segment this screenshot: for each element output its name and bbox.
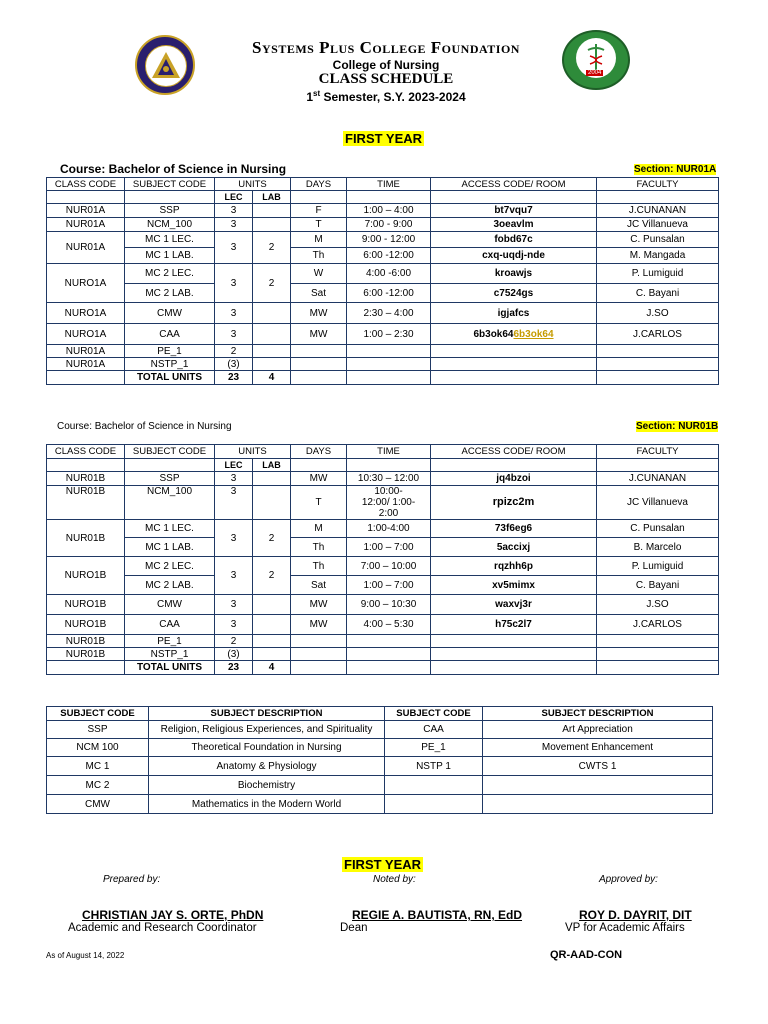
table-row [47, 557, 719, 576]
table-cell: 10:30 – 12:00 [347, 472, 431, 486]
table-cell: 3 [215, 204, 253, 218]
table-cell: 2 [253, 264, 291, 303]
table-cell [597, 459, 719, 472]
table-row [47, 248, 719, 264]
noter-title: Dean [340, 922, 368, 934]
table-cell: NUR01A [47, 358, 125, 371]
table-cell: 9:00 - 12:00 [347, 232, 431, 248]
table-cell: 1:00 – 2:30 [347, 324, 431, 345]
table-cell: B. Marcelo [597, 538, 719, 557]
table-cell: MC 2 LAB. [125, 576, 215, 595]
section-label-b: Section: NUR01B [636, 421, 719, 432]
table-header-cell: FACULTY [597, 445, 719, 459]
schedule-table-b [46, 444, 719, 675]
col-class-code: CLASS CODE [47, 178, 125, 191]
table-cell [291, 358, 347, 371]
table-cell: Art Appreciation [483, 721, 713, 739]
table-cell: MC 2 LAB. [125, 284, 215, 303]
table-cell: 3 [215, 615, 253, 635]
table-cell: c7524gs [431, 284, 597, 303]
table-cell: 2 [253, 520, 291, 557]
table-cell [125, 191, 215, 204]
table-cell: MC 1 [47, 757, 149, 776]
preparer-title: Academic and Research Coordinator [68, 922, 257, 934]
col-lec: LEC [215, 191, 253, 204]
table-cell: MW [291, 595, 347, 615]
table-cell: C. Bayani [597, 284, 719, 303]
table-cell: NURO1A [47, 264, 125, 303]
seal-year: 2004 [588, 70, 602, 76]
table-cell: C. Punsalan [597, 520, 719, 538]
approved-label: Approved by: [599, 874, 658, 885]
table-cell [597, 191, 719, 204]
table-cell: NUR01B [47, 635, 125, 648]
table-header-cell: SUBJECT DESCRIPTION [149, 707, 385, 721]
table-cell: 7:00 - 9:00 [347, 218, 431, 232]
table-cell: JC Villanueva [597, 486, 719, 520]
table-cell [291, 191, 347, 204]
subject-description-table [46, 706, 713, 814]
table-cell: (3) [215, 648, 253, 661]
table-cell [597, 635, 719, 648]
table-cell [431, 459, 597, 472]
table-cell [347, 635, 431, 648]
table-cell: 3 [215, 264, 253, 303]
table-cell [431, 324, 597, 345]
table-cell: M. Mangada [597, 248, 719, 264]
table-cell: 4 [253, 661, 291, 675]
table-cell: 4 [253, 371, 291, 385]
table-cell: rqzhh6p [431, 557, 597, 576]
table-cell: kroawjs [431, 264, 597, 284]
table-cell: LEC [215, 459, 253, 472]
table-cell [253, 472, 291, 486]
table-cell: NURO1B [47, 557, 125, 595]
table-cell: JC Villanueva [597, 218, 719, 232]
table-cell [47, 371, 125, 385]
access-code-link[interactable]: 6b3ok64 [513, 328, 554, 340]
table-row [47, 635, 719, 648]
table-cell: (3) [215, 358, 253, 371]
table-cell: h75c2l7 [431, 615, 597, 635]
table-cell [597, 358, 719, 371]
table-cell: 3 [215, 595, 253, 615]
table-cell [347, 358, 431, 371]
table-cell: 1:00 – 4:00 [347, 204, 431, 218]
document-code: QR-AAD-CON [550, 949, 623, 961]
table-row [47, 204, 719, 218]
col-days: DAYS [291, 178, 347, 191]
table-header-cell: CLASS CODE [47, 445, 125, 459]
table-cell [347, 661, 431, 675]
table-cell [347, 371, 431, 385]
table-cell: 3 [215, 303, 253, 324]
table-cell: LAB [253, 459, 291, 472]
table-cell: 4:00 -6:00 [347, 264, 431, 284]
schedule-title: CLASS SCHEDULE [318, 71, 454, 87]
table-cell: T [291, 218, 347, 232]
table-cell: 73f6eg6 [431, 520, 597, 538]
table-cell: Theoretical Foundation in Nursing [149, 739, 385, 757]
table-cell: 7:00 – 10:00 [347, 557, 431, 576]
table-cell: Th [291, 538, 347, 557]
table-cell: 1:00-4:00 [347, 520, 431, 538]
table-header-cell: SUBJECT DESCRIPTION [483, 707, 713, 721]
table-row [47, 721, 713, 739]
total-row [47, 661, 719, 675]
col-subject-code: SUBJECT CODE [125, 178, 215, 191]
college-seal-left [135, 35, 195, 95]
table-cell: NUR01A [47, 345, 125, 358]
table-cell [291, 459, 347, 472]
table-cell: NUR01A [47, 204, 125, 218]
table-cell: F [291, 204, 347, 218]
table-cell: Sat [291, 284, 347, 303]
table-cell: CAA [125, 615, 215, 635]
table-cell [47, 459, 125, 472]
table-cell [431, 345, 597, 358]
col-units: UNITS [215, 178, 291, 191]
col-faculty: FACULTY [597, 178, 719, 191]
table-cell: 3 [215, 324, 253, 345]
table-row [47, 284, 719, 303]
table-cell: TOTAL UNITS [125, 661, 215, 675]
table-cell: 1:00 – 7:00 [347, 576, 431, 595]
table-cell: jq4bzoi [431, 472, 597, 486]
table-cell [483, 795, 713, 814]
table-cell: NURO1A [47, 303, 125, 324]
table-cell [253, 595, 291, 615]
table-header-cell: SUBJECT CODE [385, 707, 483, 721]
table-cell [347, 648, 431, 661]
approver-name: ROY D. DAYRIT, DIT [579, 908, 692, 922]
table-cell: NUR01A [47, 232, 125, 264]
table-cell [47, 661, 125, 675]
college-name: College of Nursing [332, 58, 440, 72]
table-cell [483, 776, 713, 795]
table-cell: P. Lumiguid [597, 557, 719, 576]
table-cell: 3 [215, 557, 253, 595]
table-cell: NURO1B [47, 595, 125, 615]
table-cell: 2 [215, 635, 253, 648]
table-cell: J.CARLOS [597, 615, 719, 635]
table-cell: C. Bayani [597, 576, 719, 595]
table-cell [291, 371, 347, 385]
table-row [47, 757, 713, 776]
table-cell: waxvj3r [431, 595, 597, 615]
table-row [47, 795, 713, 814]
table-cell: 6:00 -12:00 [347, 248, 431, 264]
table-cell [125, 459, 215, 472]
table-cell: Movement Enhancement [483, 739, 713, 757]
table-cell [291, 345, 347, 358]
table-row [47, 739, 713, 757]
table-cell: 3 [215, 232, 253, 264]
table-cell: NCM_100 [125, 486, 215, 520]
table-row [47, 264, 719, 284]
table-cell: NSTP_1 [125, 648, 215, 661]
table-cell [253, 358, 291, 371]
table-cell: MW [291, 324, 347, 345]
col-lab: LAB [253, 191, 291, 204]
table-cell: J.CUNANAN [597, 204, 719, 218]
table-cell: 5accixj [431, 538, 597, 557]
table-cell [597, 648, 719, 661]
table-cell: J.SO [597, 595, 719, 615]
table-cell: CMW [47, 795, 149, 814]
table-cell: igjafcs [431, 303, 597, 324]
table-cell: 6:00 -12:00 [347, 284, 431, 303]
table-cell: MC 2 [47, 776, 149, 795]
table-cell [385, 795, 483, 814]
course-label-b: Course: Bachelor of Science in Nursing [57, 421, 232, 432]
table-cell [431, 648, 597, 661]
table-cell: NUR01B [47, 520, 125, 557]
table-cell: CAA [385, 721, 483, 739]
table-cell: 1:00 – 7:00 [347, 538, 431, 557]
table-row [47, 303, 719, 324]
table-cell: cxq-uqdj-nde [431, 248, 597, 264]
table-cell [431, 635, 597, 648]
table-cell: NUR01B [47, 472, 125, 486]
table-cell: NCM_100 [125, 218, 215, 232]
col-time: TIME [347, 178, 431, 191]
table-cell: NUR01A [47, 218, 125, 232]
table-row [47, 486, 719, 520]
table-cell: Anatomy & Physiology [149, 757, 385, 776]
table-cell [431, 371, 597, 385]
noter-name: REGIE A. BAUTISTA, RN, EdD [352, 908, 523, 922]
col-access: ACCESS CODE/ ROOM [431, 178, 597, 191]
table-cell: NUR01B [47, 648, 125, 661]
schedule-table-a [46, 177, 719, 385]
table-cell [347, 191, 431, 204]
table-cell: 2 [215, 345, 253, 358]
table-cell: 2 [253, 557, 291, 595]
table-row [47, 538, 719, 557]
table-cell [597, 661, 719, 675]
table-cell [347, 459, 431, 472]
table-cell: M [291, 520, 347, 538]
table-cell [291, 635, 347, 648]
table-cell [253, 635, 291, 648]
table-cell: 3oeavlm [431, 218, 597, 232]
table-cell: P. Lumiguid [597, 264, 719, 284]
table-cell: Biochemistry [149, 776, 385, 795]
noted-label: Noted by: [373, 874, 416, 885]
table-cell: PE_1 [385, 739, 483, 757]
table-row [47, 776, 713, 795]
table-cell [597, 371, 719, 385]
table-row [47, 615, 719, 635]
table-cell [597, 345, 719, 358]
table-cell [253, 648, 291, 661]
table-cell [253, 324, 291, 345]
table-header-cell: UNITS [215, 445, 291, 459]
table-cell: NSTP_1 [125, 358, 215, 371]
table-cell: SSP [125, 472, 215, 486]
table-cell: 3 [215, 486, 253, 520]
table-cell: MC 2 LEC. [125, 264, 215, 284]
table-cell: CWTS 1 [483, 757, 713, 776]
table-cell: MW [291, 615, 347, 635]
table-cell [291, 661, 347, 675]
table-cell: NURO1B [47, 615, 125, 635]
table-cell: SSP [125, 204, 215, 218]
table-cell: fobd67c [431, 232, 597, 248]
total-row [47, 371, 719, 385]
table-header-cell: SUBJECT CODE [47, 707, 149, 721]
table-cell: PE_1 [125, 635, 215, 648]
table-cell: 2:30 – 4:00 [347, 303, 431, 324]
prepared-label: Prepared by: [103, 874, 161, 885]
table-cell: 2 [253, 232, 291, 264]
table-cell: PE_1 [125, 345, 215, 358]
table-cell: J.CUNANAN [597, 472, 719, 486]
triangle-emblem-icon [146, 46, 186, 86]
table-cell: C. Punsalan [597, 232, 719, 248]
table-cell: bt7vqu7 [431, 204, 597, 218]
table-cell: M [291, 232, 347, 248]
table-cell: 3 [215, 472, 253, 486]
table-cell: MW [291, 303, 347, 324]
table-cell [431, 358, 597, 371]
approver-title: VP for Academic Affairs [565, 922, 685, 934]
table-cell: NURO1A [47, 324, 125, 345]
table-cell: J.CARLOS [597, 324, 719, 345]
table-cell: TOTAL UNITS [125, 371, 215, 385]
table-cell: MW [291, 472, 347, 486]
table-cell: CMW [125, 303, 215, 324]
table-cell: MC 1 LEC. [125, 520, 215, 538]
table-row [47, 232, 719, 248]
table-row [47, 345, 719, 358]
table-row [47, 472, 719, 486]
table-cell: Religion, Religious Experiences, and Spirituality [149, 721, 385, 739]
preparer-name: CHRISTIAN JAY S. ORTE, PhDN [82, 908, 264, 922]
school-name: Systems Plus College Foundation [252, 38, 520, 57]
table-row [47, 324, 719, 345]
table-cell [253, 615, 291, 635]
table-cell: 3 [215, 520, 253, 557]
table-cell: J.SO [597, 303, 719, 324]
table-row [47, 218, 719, 232]
table-cell: NCM 100 [47, 739, 149, 757]
section-label-a: Section: NUR01A [634, 164, 717, 175]
table-cell: 23 [215, 371, 253, 385]
table-row [47, 595, 719, 615]
table-cell: Sat [291, 576, 347, 595]
table-cell [431, 191, 597, 204]
table-cell: xv5mimx [431, 576, 597, 595]
table-cell [385, 776, 483, 795]
access-code-text: 6b3ok64 [473, 328, 514, 340]
table-cell: Mathematics in the Modern World [149, 795, 385, 814]
table-row [47, 520, 719, 538]
table-cell: W [291, 264, 347, 284]
table-cell: Th [291, 557, 347, 576]
table-cell [253, 218, 291, 232]
year-label: FIRST YEAR [345, 131, 423, 146]
table-row [47, 648, 719, 661]
table-row [47, 358, 719, 371]
table-cell [291, 648, 347, 661]
table-cell: 4:00 – 5:30 [347, 615, 431, 635]
table-cell [347, 345, 431, 358]
table-header-cell: DAYS [291, 445, 347, 459]
table-cell [253, 204, 291, 218]
table-cell: MC 1 LAB. [125, 538, 215, 557]
table-header-cell: ACCESS CODE/ ROOM [431, 445, 597, 459]
course-label-a: Course: Bachelor of Science in Nursing [60, 162, 287, 176]
table-cell [253, 303, 291, 324]
table-cell [431, 661, 597, 675]
table-cell: SSP [47, 721, 149, 739]
table-header-cell: TIME [347, 445, 431, 459]
table-cell: T [291, 486, 347, 520]
table-cell: 10:00-12:00/ 1:00-2:00 [347, 486, 431, 520]
table-header-cell: SUBJECT CODE [125, 445, 215, 459]
table-cell: NUR01B [47, 486, 125, 520]
table-cell: 9:00 – 10:30 [347, 595, 431, 615]
table-cell [253, 486, 291, 520]
table-row [47, 576, 719, 595]
table-cell [47, 191, 125, 204]
footer-year-label: FIRST YEAR [344, 857, 422, 872]
table-cell: MC 2 LEC. [125, 557, 215, 576]
table-cell [253, 345, 291, 358]
table-cell: CMW [125, 595, 215, 615]
table-cell: NSTP 1 [385, 757, 483, 776]
table-cell: Th [291, 248, 347, 264]
table-cell: 23 [215, 661, 253, 675]
table-cell: 3 [215, 218, 253, 232]
semester-line: 1st Semester, S.Y. 2023-2024 [306, 89, 466, 104]
table-cell: MC 1 LEC. [125, 232, 215, 248]
table-cell: CAA [125, 324, 215, 345]
table-cell: rpizc2m [431, 486, 597, 520]
as-of-date: As of August 14, 2022 [46, 951, 125, 960]
table-cell: MC 1 LAB. [125, 248, 215, 264]
